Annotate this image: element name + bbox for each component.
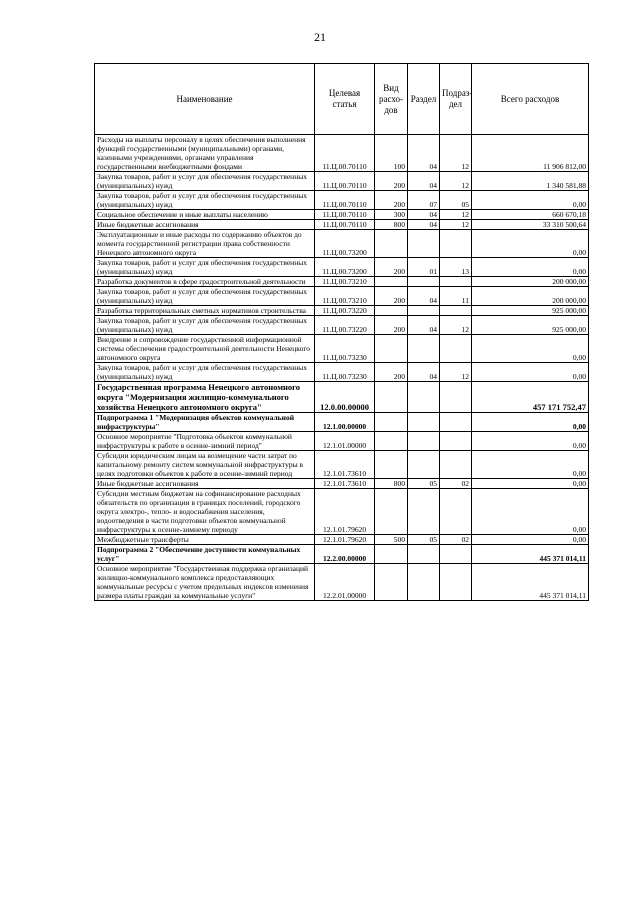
page-number: 21 <box>314 30 326 44</box>
row-section: 05 <box>408 535 440 545</box>
row-code: 11.Ц.00.70110 <box>315 135 375 172</box>
row-section: 04 <box>408 363 440 382</box>
row-section <box>408 230 440 258</box>
row-kind: 200 <box>375 191 408 210</box>
row-name: Подпрограмма 1 "Модернизация объектов коммунальной инфраструктуры" <box>95 413 315 432</box>
row-subsection <box>440 413 472 432</box>
row-total: 1 340 581,88 <box>472 172 589 191</box>
row-name: Социальное обеспечение и иные выплаты населению <box>95 210 315 220</box>
row-kind: 100 <box>375 135 408 172</box>
row-total: 457 171 752,47 <box>472 382 589 413</box>
row-code: 12.1.01.73610 <box>315 479 375 489</box>
row-kind <box>375 489 408 535</box>
row-total: 0,00 <box>472 479 589 489</box>
row-name: Иные бюджетные ассигнования <box>95 220 315 230</box>
row-code: 12.1.01.00000 <box>315 432 375 451</box>
row-name: Закупка товаров, работ и услуг для обеспечения государственных (муниципальных) нужд <box>95 258 315 277</box>
row-total: 0,00 <box>472 432 589 451</box>
row-subsection <box>440 306 472 316</box>
row-kind: 200 <box>375 287 408 306</box>
row-subsection: 05 <box>440 191 472 210</box>
table-row <box>95 363 589 382</box>
budget-table <box>94 63 589 601</box>
row-code: 12.1.01.79620 <box>315 489 375 535</box>
header-kind: Вид расхо-дов <box>375 64 408 135</box>
row-section: 01 <box>408 258 440 277</box>
row-name: Закупка товаров, работ и услуг для обеспечения государственных (муниципальных) нужд <box>95 316 315 335</box>
row-name: Основное мероприятие "Государственная поддержка организаций жилищно-коммунального комплекса предоставляющих коммунальные ресурсы с учетом предельных индексов изменения размера платы граждан за коммунальные услуги" <box>95 564 315 601</box>
row-name: Внедрение и сопровождение государственной информационной системы обеспечения градостроительной деятельности Ненецкого автономного округа <box>95 335 315 363</box>
row-total: 445 371 014,11 <box>472 564 589 601</box>
row-name: Закупка товаров, работ и услуг для обеспечения государственных (муниципальных) нужд <box>95 191 315 210</box>
row-total: 0,00 <box>472 191 589 210</box>
row-kind: 200 <box>375 172 408 191</box>
row-section <box>408 432 440 451</box>
table-row <box>95 316 589 335</box>
row-name: Государственная программа Ненецкого автономного округа "Модернизация жилищно-коммунального хозяйства Ненецкого автономного округа" <box>95 382 315 413</box>
row-kind: 200 <box>375 363 408 382</box>
row-kind: 800 <box>375 479 408 489</box>
row-subsection: 12 <box>440 220 472 230</box>
row-name: Эксплуатационные и иные расходы по содержанию объектов до момента государственной регистрации права собственности Ненецкого автономного округа <box>95 230 315 258</box>
row-kind <box>375 545 408 564</box>
row-subsection: 02 <box>440 535 472 545</box>
table-row <box>95 210 589 220</box>
row-section <box>408 413 440 432</box>
row-kind <box>375 382 408 413</box>
row-total: 0,00 <box>472 489 589 535</box>
row-subsection <box>440 230 472 258</box>
row-name: Субсидии юридическим лицам на возмещение части затрат по капитальному ремонту систем коммунальной инфраструктуры в целях подготовки объектов к работе в осенне-зимний период <box>95 451 315 479</box>
row-section <box>408 545 440 564</box>
row-code: 11.Ц.00.73230 <box>315 335 375 363</box>
row-total: 0,00 <box>472 335 589 363</box>
row-section: 04 <box>408 172 440 191</box>
row-code: 11.Ц.00.73220 <box>315 306 375 316</box>
row-subsection <box>440 489 472 535</box>
row-subsection: 12 <box>440 316 472 335</box>
table-row <box>95 230 589 258</box>
row-code: 11.Ц.00.73220 <box>315 316 375 335</box>
table-row <box>95 432 589 451</box>
row-kind: 200 <box>375 258 408 277</box>
row-name: Иные бюджетные ассигнования <box>95 479 315 489</box>
row-section <box>408 489 440 535</box>
row-kind <box>375 451 408 479</box>
row-subsection <box>440 564 472 601</box>
row-subsection <box>440 277 472 287</box>
table-row <box>95 287 589 306</box>
row-name: Закупка товаров, работ и услуг для обеспечения государственных (муниципальных) нужд <box>95 287 315 306</box>
table-row <box>95 564 589 601</box>
row-code: 12.1.00.00000 <box>315 413 375 432</box>
row-code: 11.Ц.00.73200 <box>315 230 375 258</box>
row-subsection: 02 <box>440 479 472 489</box>
row-subsection: 12 <box>440 172 472 191</box>
row-name: Подпрограмма 2 "Обеспечение доступности коммунальных услуг" <box>95 545 315 564</box>
row-kind: 200 <box>375 316 408 335</box>
row-section <box>408 564 440 601</box>
row-total: 200 000,00 <box>472 277 589 287</box>
row-kind: 500 <box>375 535 408 545</box>
header-name: Наименование <box>95 64 315 135</box>
row-section: 07 <box>408 191 440 210</box>
table-row <box>95 306 589 316</box>
row-subsection <box>440 432 472 451</box>
row-section: 04 <box>408 210 440 220</box>
row-subsection: 12 <box>440 135 472 172</box>
table-row <box>95 382 589 413</box>
row-code: 12.0.00.00000 <box>315 382 375 413</box>
row-code: 11.Ц.00.73210 <box>315 277 375 287</box>
row-section: 04 <box>408 220 440 230</box>
row-total: 445 371 014,11 <box>472 545 589 564</box>
row-code: 12.2.01.00000 <box>315 564 375 601</box>
row-subsection: 12 <box>440 210 472 220</box>
row-total: 925 000,00 <box>472 316 589 335</box>
row-kind <box>375 432 408 451</box>
row-code: 11.Ц.00.73210 <box>315 287 375 306</box>
row-subsection <box>440 335 472 363</box>
table-row <box>95 220 589 230</box>
row-total: 0,00 <box>472 413 589 432</box>
table-row <box>95 413 589 432</box>
row-section: 04 <box>408 287 440 306</box>
header-subsection: Подраз-дел <box>440 64 472 135</box>
row-subsection: 13 <box>440 258 472 277</box>
table-row <box>95 535 589 545</box>
table-header-row <box>95 64 589 135</box>
row-code: 11.Ц.00.70110 <box>315 172 375 191</box>
row-code: 11.Ц.00.73200 <box>315 258 375 277</box>
table-body <box>95 135 589 601</box>
row-kind <box>375 335 408 363</box>
table-row <box>95 479 589 489</box>
row-kind: 300 <box>375 210 408 220</box>
row-name: Разработка документов в сфере градостроительной деятельности <box>95 277 315 287</box>
row-code: 11.Ц.00.73230 <box>315 363 375 382</box>
row-code: 11.Ц.00.70110 <box>315 191 375 210</box>
row-subsection: 12 <box>440 363 472 382</box>
row-name: Субсидии местным бюджетам на софинансирование расходных обязательств по организации в границах поселений, городского округа электро-, тепло- и водоснабжения населения, водоотведения в части подготовки объектов коммунальной инфраструктуры к осенне-зимнему периоду <box>95 489 315 535</box>
table-row <box>95 172 589 191</box>
row-code: 12.1.01.79620 <box>315 535 375 545</box>
row-total: 660 670,18 <box>472 210 589 220</box>
header-code: Целевая статья <box>315 64 375 135</box>
row-section <box>408 306 440 316</box>
row-total: 0,00 <box>472 451 589 479</box>
row-name: Основное мероприятие "Подготовка объектов коммунальной инфраструктуры к работе в осенне-зимний период" <box>95 432 315 451</box>
table-row <box>95 258 589 277</box>
table-row <box>95 451 589 479</box>
row-name: Разработка территориальных сметных нормативов строительства <box>95 306 315 316</box>
row-total: 0,00 <box>472 535 589 545</box>
row-subsection <box>440 451 472 479</box>
row-kind <box>375 413 408 432</box>
row-section <box>408 277 440 287</box>
table-row <box>95 335 589 363</box>
row-kind <box>375 230 408 258</box>
row-name: Закупка товаров, работ и услуг для обеспечения государственных (муниципальных) нужд <box>95 172 315 191</box>
header-total: Всего расходов <box>472 64 589 135</box>
row-section <box>408 451 440 479</box>
row-code: 12.1.01.73610 <box>315 451 375 479</box>
row-total: 33 310 500,64 <box>472 220 589 230</box>
row-subsection <box>440 545 472 564</box>
table-row <box>95 545 589 564</box>
row-section: 04 <box>408 316 440 335</box>
row-section: 05 <box>408 479 440 489</box>
table-row <box>95 277 589 287</box>
table-row <box>95 135 589 172</box>
row-name: Закупка товаров, работ и услуг для обеспечения государственных (муниципальных) нужд <box>95 363 315 382</box>
table-row <box>95 489 589 535</box>
row-name: Расходы на выплаты персоналу в целях обеспечения выполнения функций государственными (муниципальными) органами, казенными учреждениями, органами управления государственными внебюджетными фондами <box>95 135 315 172</box>
row-total: 200 000,00 <box>472 287 589 306</box>
table-row <box>95 191 589 210</box>
row-kind <box>375 306 408 316</box>
row-section: 04 <box>408 135 440 172</box>
row-code: 12.2.00.00000 <box>315 545 375 564</box>
row-total: 11 906 812,00 <box>472 135 589 172</box>
row-total: 0,00 <box>472 230 589 258</box>
row-name: Межбюджетные трансферты <box>95 535 315 545</box>
row-code: 11.Ц.00.70110 <box>315 210 375 220</box>
row-kind <box>375 277 408 287</box>
row-section <box>408 335 440 363</box>
header-section: Раздел <box>408 64 440 135</box>
row-total: 0,00 <box>472 258 589 277</box>
row-total: 925 000,00 <box>472 306 589 316</box>
row-kind <box>375 564 408 601</box>
row-code: 11.Ц.00.70110 <box>315 220 375 230</box>
row-total: 0,00 <box>472 363 589 382</box>
row-kind: 800 <box>375 220 408 230</box>
row-subsection: 11 <box>440 287 472 306</box>
row-subsection <box>440 382 472 413</box>
row-section <box>408 382 440 413</box>
